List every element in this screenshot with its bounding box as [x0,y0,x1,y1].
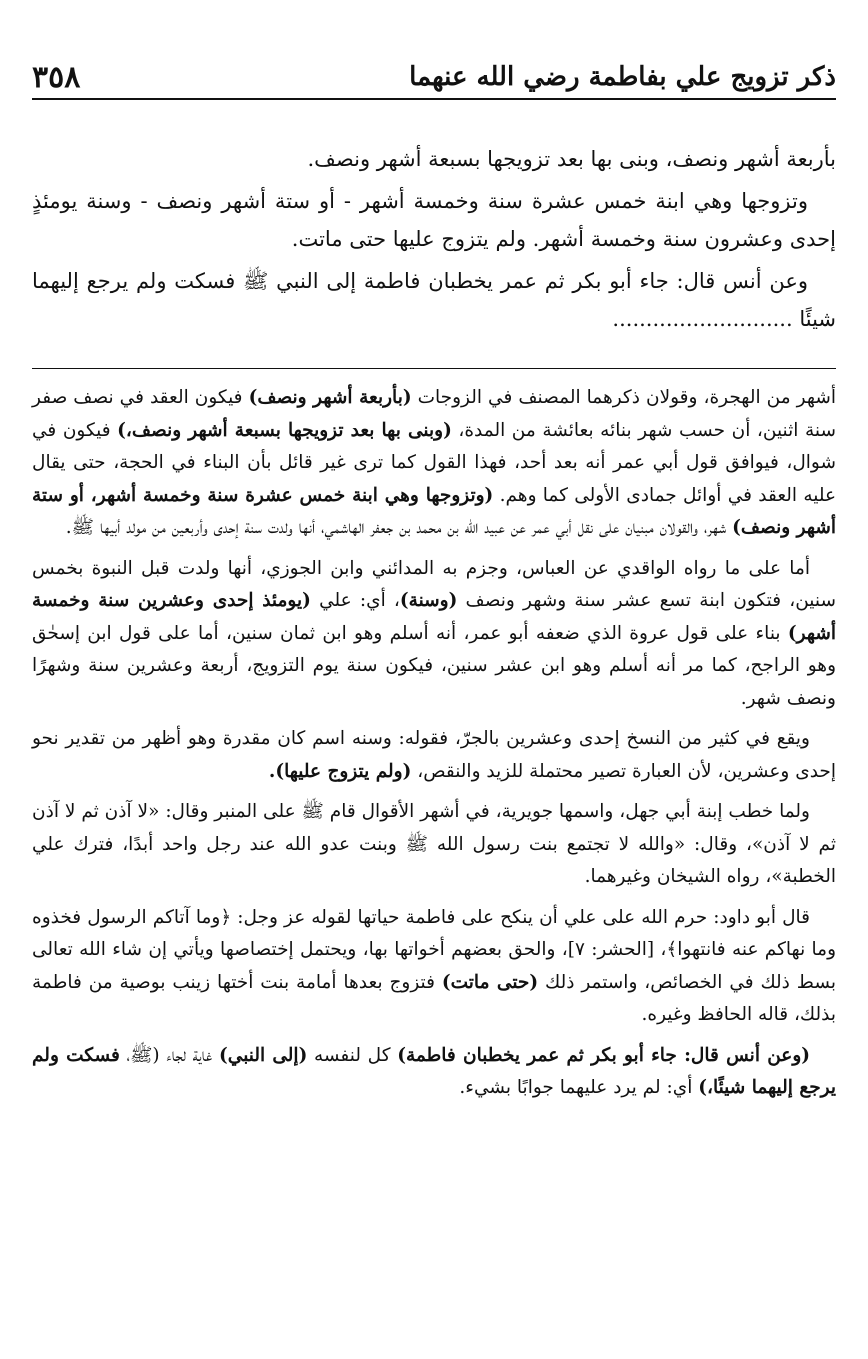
quoted-text: (إلى النبي) [219,1044,308,1066]
main-paragraph: وعن أنس قال: جاء أبو بكر ثم عمر يخطبان فاطمة إلى النبي ﷺ فسكت ولم يرجع إليهما شيئًا ........................... [32,269,836,331]
commentary-paragraph [32,902,836,1032]
commentary-text: فيكون العقد في نصف صفر سنة اثنين، أن حسب شهر بنائه بعائشة من المدة، [32,387,836,441]
commentary-paragraph [32,1040,836,1105]
commentary-text: بناء على قول عروة الذي ضعفه أبو عمر، أنه أسلم وهو ابن ثمان سنين، أما على قول ابن إسحٰق وهو الراجح، كما مر أنه أسلم وهو ابن عشر سنين، فيكون سنة يوم التزويج، أربعة وعشرين سنة وشهرًا ونصف شهر. [32,622,836,709]
commentary-text: ، أي: علي [310,590,400,611]
main-paragraph: بأربعة أشهر ونصف، وبنى بها بعد تزويجها بسبعة أشهر ونصف. [307,147,836,171]
commentary-text: أشهر من الهجرة، وقولان ذكرهما المصنف في الزوجات [411,387,837,408]
commentary-text: قال أبو داود: حرم الله على علي أن ينكح على فاطمة حياتها لقوله عز وجل: ﴿وما آتاكم الرسول فخذوه وما نهاكم عنه فانتهوا﴾، [الحشر: ٧]، والحق بعضهم أخواتها بها، ويحتمل إختصاصها ويأتي إن شاء الله تعالى بسط ذلك في الخصائص، واستمر ذلك [32,906,837,993]
quoted-text: (حتى ماتت) [441,971,539,993]
quoted-text: (وتزوجها وهي ابنة خمس عشرة سنة وخمسة أشهر، أو ستة أشهر ونصف) [32,484,836,538]
chapter-title: ذكر تزويج علي بفاطمة رضي الله عنهما [409,62,836,92]
commentary-paragraph [32,382,836,545]
footnote-separator [32,368,836,369]
quoted-text: (بأربعة أشهر ونصف) [248,387,412,408]
page-number: ٣٥٨ [32,59,81,95]
commentary-paragraph [32,723,836,788]
commentary-text: فيكون في شوال، فيوافق قول أبي عمر أنه بعد أحد، فهذا القول كما ترى غير قائل بأن البناء في الحجة، حتى يقال عليه العقد في أوائل جمادى الأولى كما وهم. [32,419,836,506]
commentary-text: غاية لجاء (ﷺ، [119,1044,220,1066]
page-header [32,56,836,100]
commentary-text: أي: لم يرد عليهما جوابًا بشيء. [459,1077,699,1098]
quoted-text: فسكت ولم يرجع إليهما شيئًا،) [32,1044,836,1098]
quoted-text: (وعن أنس قال: جاء أبو بكر ثم عمر يخطبان فاطمة) [397,1044,811,1066]
quoted-text: (وبنى بها بعد تزويجها بسبعة أشهر ونصف،) [117,419,452,441]
quoted-text: (ولم يتزوج عليها). [268,760,412,782]
commentary-paragraph: ولما خطب إبنة أبي جهل، واسمها جويرية، في أشهر الأقوال قام ﷺ على المنبر وقال: «لا آذن ثم لا آذن ثم لا آذن»، وقال: «والله لا تجتمع بنت رسول الله ﷺ وبنت عدو الله عند رجل واحد أبدًا، فترك علي الخطبة»، رواه الشيخان وغيرهما. [32,801,836,887]
quoted-text: (يومئذ إحدى وعشرين سنة وخمسة أشهر) [32,590,836,644]
commentary-text: أما على ما رواه الواقدي عن العباس، وجزم به المدائني وابن الجوزي، أنها ولدت قبل النبوة بخمس سنين، فتكون ابنة تسع عشر سنة وشهر ونصف [32,557,836,611]
commentary-text: فتزوج بعدها أمامة بنت أختها زينب بوصية من فاطمة بذلك، قاله الحافظ وغيره. [32,971,836,1025]
commentary [32,382,836,1113]
main-text [32,140,836,342]
quoted-text: (وسنة) [399,590,458,611]
commentary-paragraph [32,553,836,716]
commentary-text: ويقع في كثير من النسخ إحدى وعشرين بالجرّ، فقوله: وسنه اسم كان مقدرة وهو أظهر من تقدير نحو إحدى وعشرين، لأن العبارة تصير محتملة للزيد والنقص، [32,728,836,782]
commentary-text: كل لنفسه [307,1044,398,1066]
main-paragraph: وتزوجها وهي ابنة خمس عشرة سنة وخمسة أشهر - أو ستة أشهر ونصف - وسنة يومئذٍ إحدى وعشرون سنة وخمسة أشهر. ولم يتزوج عليها حتى ماتت. [32,189,836,251]
commentary-text: شهر، والقولان مبنيان على نقل أبي عمر عن عبيد الله بن محمد بن جعفر الهاشمي، أنها ولدت سنة إحدى وأربعين من مولد أبيها ﷺ. [65,517,733,538]
